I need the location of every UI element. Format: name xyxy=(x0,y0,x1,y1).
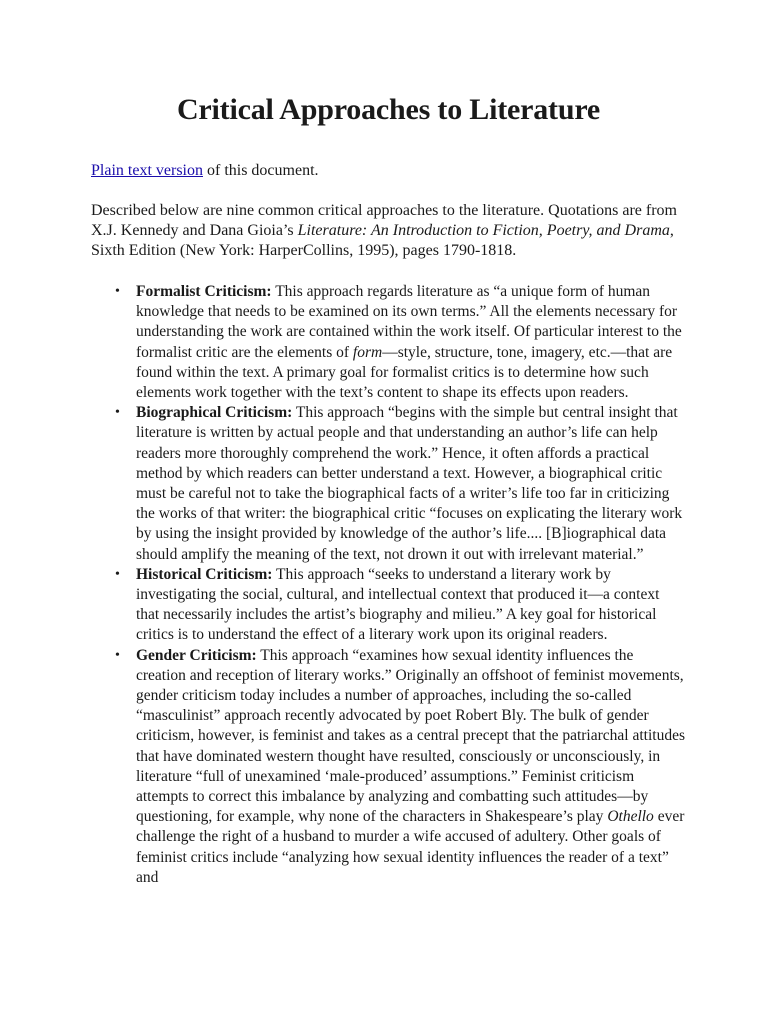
item-text: This approach “seeks to understand a literary work by investigating the social, cultural, and intellectual context that produced it—a context that necessarily includes the artist’s biography and milieu.” A key goal for historical critics is to understand the effect of a literary work upon its original readers. xyxy=(136,565,660,644)
item-text: —style, structure, tone, imagery, etc.—that are found within the text. A primary goal for formalist critics is to determine how such elements work together with the text’s content to shape its effects upon readers. xyxy=(136,343,673,402)
bullet-icon: • xyxy=(115,647,120,663)
bullet-icon: • xyxy=(115,405,120,421)
item-emphasis: Othello xyxy=(607,808,654,826)
item-heading: Gender Criticism: xyxy=(136,646,257,664)
approaches-list xyxy=(91,282,686,888)
item-text: This approach “examines how sexual identity influences the creation and reception of literary works.” Originally an offshoot of feminist movements, gender criticism today includes a number of approaches, including the so-called “masculinist” approach recently advocated by poet Robert Bly. The bulk of gender criticism, however, is feminist and takes as a central precept that the patriarchal attitudes that have dominated western thought have resulted, consciously or unconsciously, in literature “full of unexamined ‘male-produced’ assumptions.” Feminist criticism attempts to correct this imbalance by analyzing and combatting such attitudes—by questioning, for example, why none of the characters in Shakespeare’s play xyxy=(136,646,685,826)
item-text: This approach “begins with the simple but central insight that literature is written by actual people and that understanding an author’s life can help readers more thoroughly comprehend the work.” Hence, it often affords a practical method by which readers can better understand a text. However, a biographical critic must be careful not to take the biographical facts of a writer’s life too far in criticizing the works of that writer: the biographical critic “focuses on explicating the literary work by using the insight provided by knowledge of the author’s life.... [B]iographical data should amplify the meaning of the text, not drown it out with irrelevant material.” xyxy=(136,404,683,563)
item-text: ever challenge the right of a husband to murder a wife accused of adultery. Other goals of feminist critics include “analyzing how sexual identity influences the reader of a text” and xyxy=(136,808,685,886)
intro-text-b: , Sixth Edition (New York: HarperCollins, 1995), pages 1790-1818. xyxy=(91,222,674,259)
plain-text-suffix: of this document. xyxy=(202,162,319,179)
intro-text-a: Described below are nine common critical approaches to the literature. Quotations are from X.J. Kennedy and Dana Gioia’s xyxy=(91,202,677,239)
page-title: Critical Approaches to Literature xyxy=(176,93,601,126)
list-item-historical xyxy=(115,565,686,646)
plain-text-link[interactable]: Plain text version xyxy=(91,162,203,179)
book-title: Literature: An Introduction to Fiction, Poetry, and Drama xyxy=(297,222,670,239)
list-item-biographical xyxy=(115,403,686,565)
item-text: This approach regards literature as “a unique form of human knowledge that needs to be examined on its own terms.” All the elements necessary for understanding the work are contained within the work itself. Of particular interest to the formalist critic are the elements of xyxy=(136,283,682,361)
intro-paragraph xyxy=(91,201,686,261)
item-heading: Historical Criticism: xyxy=(136,565,273,583)
bullet-icon: • xyxy=(115,284,120,299)
item-emphasis: form xyxy=(352,343,383,361)
plain-text-line xyxy=(91,161,686,181)
item-heading: Biographical Criticism: xyxy=(136,404,293,422)
bullet-icon: • xyxy=(115,566,120,582)
list-item-gender xyxy=(115,646,686,888)
item-heading: Formalist Criticism: xyxy=(136,283,272,300)
list-item-formalist xyxy=(115,282,686,403)
